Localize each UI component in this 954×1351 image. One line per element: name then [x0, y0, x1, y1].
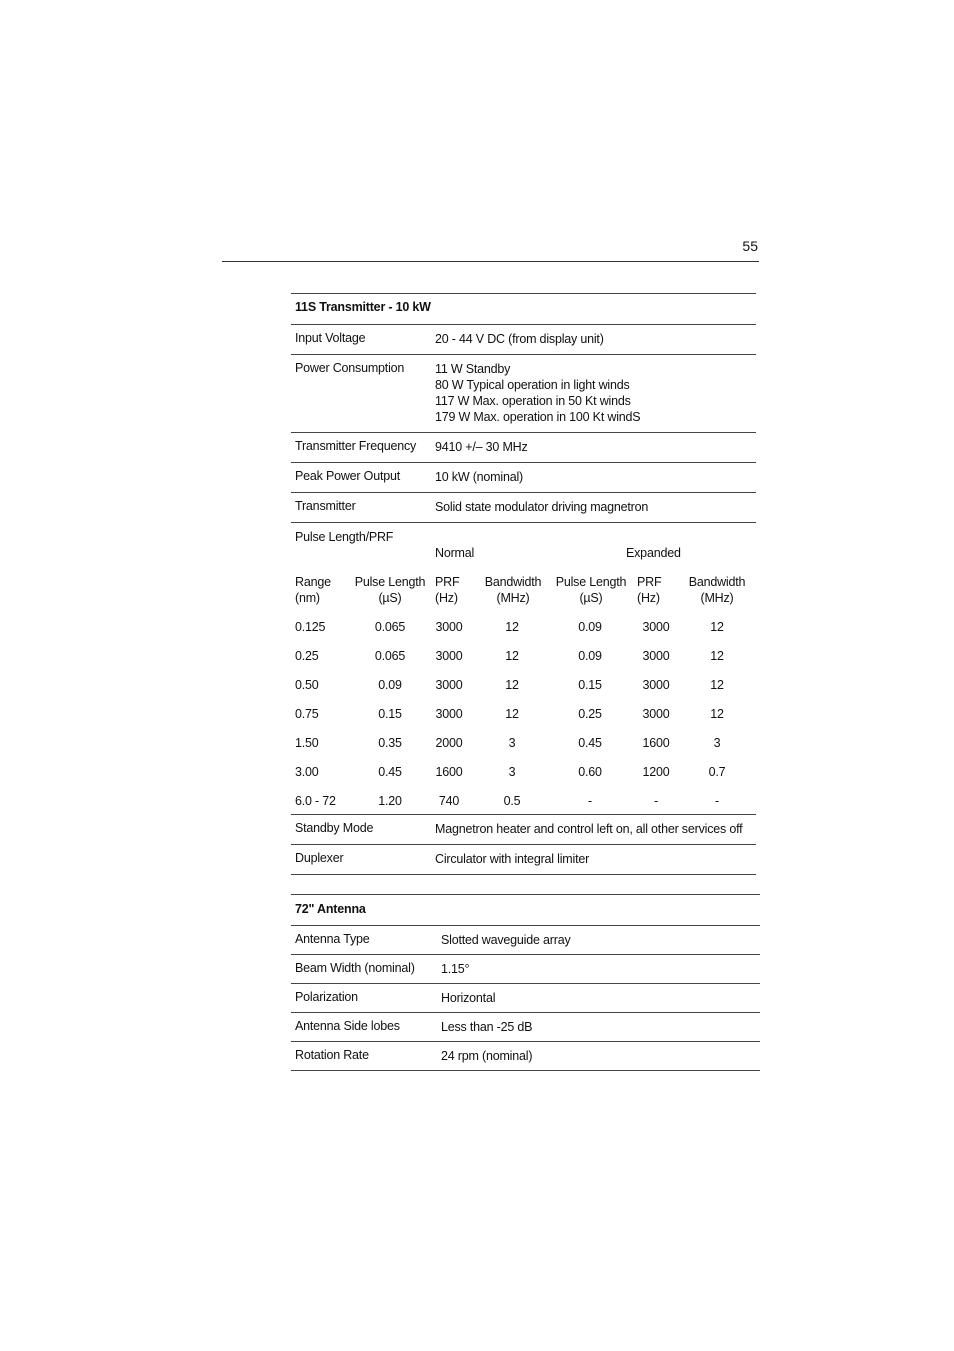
spec-value-line: 20 - 44 V DC (from display unit) [435, 332, 604, 346]
pulse-cell: 3000 [435, 620, 463, 634]
pulse-column-header-line: Bandwidth [688, 575, 746, 589]
pulse-column-header [435, 574, 475, 606]
pulse-column-header-line: (nm) [295, 591, 320, 605]
spec-value-line: 117 W Max. operation in 50 Kt winds [435, 394, 631, 408]
pulse-section-label: Pulse Length/PRF [295, 530, 394, 544]
pulse-cell: 12 [505, 678, 519, 692]
spec-row [291, 355, 756, 433]
transmitter-rows-after [291, 815, 756, 875]
pulse-cell: 3 [508, 765, 516, 779]
transmitter-rows [291, 325, 756, 523]
pulse-column-header-line: PRF [637, 575, 662, 589]
antenna-spec-label: Beam Width (nominal) [295, 961, 415, 975]
spec-value [435, 499, 648, 515]
header-rule [222, 261, 759, 262]
antenna-spec-label: Polarization [295, 990, 358, 1004]
spec-row [291, 815, 756, 845]
pulse-column-header-line: Pulse Length [555, 575, 627, 589]
pulse-cell: 0.065 [374, 620, 406, 634]
pulse-cell: 3000 [435, 678, 463, 692]
pulse-cell: 1.20 [378, 794, 402, 808]
spec-value [435, 469, 523, 485]
spec-label: Power Consumption [295, 361, 405, 375]
pulse-cell: 0.45 [578, 736, 602, 750]
spec-value-line: Magnetron heater and control left on, all other services off [435, 822, 743, 836]
pulse-cell: 0.09 [378, 678, 402, 692]
antenna-spec-value: 1.15° [441, 962, 470, 976]
pulse-cell: 0.125 [295, 620, 326, 634]
pulse-column-header-line: (Hz) [435, 591, 458, 605]
pulse-cell: 3000 [642, 678, 670, 692]
pulse-cell: 0.75 [295, 707, 319, 721]
spec-row [291, 845, 756, 875]
transmitter-spec-table [291, 293, 756, 875]
pulse-column-header-line: (MHz) [496, 591, 530, 605]
pulse-cell: - [654, 794, 658, 808]
pulse-cell: 0.45 [378, 765, 402, 779]
antenna-spec-value: 24 rpm (nominal) [441, 1049, 533, 1063]
pulse-cell: 12 [710, 678, 724, 692]
pulse-cell: 1.50 [295, 736, 319, 750]
pulse-cell: 12 [505, 649, 519, 663]
pulse-cell: - [715, 794, 719, 808]
spec-value-line: Circulator with integral limiter [435, 852, 590, 866]
antenna-spec-value: Slotted waveguide array [441, 933, 571, 947]
antenna-spec-row [291, 1013, 760, 1042]
spec-value-line: Solid state modulator driving magnetron [435, 500, 649, 514]
pulse-column-header-line: Bandwidth [484, 575, 542, 589]
pulse-cell: 0.5 [503, 794, 521, 808]
pulse-column-header [351, 574, 429, 606]
pulse-cell: 3000 [435, 649, 463, 663]
pulse-cell: 12 [505, 620, 519, 634]
antenna-spec-row [291, 926, 760, 955]
pulse-column-header-line: Range [295, 575, 331, 589]
pulse-column-header-line: (MHz) [700, 591, 734, 605]
pulse-cell: 12 [710, 707, 724, 721]
spec-label: Standby Mode [295, 821, 374, 835]
pulse-column-header-line: (µS) [579, 591, 603, 605]
spec-row [291, 493, 756, 523]
antenna-spec-row [291, 1042, 760, 1071]
pulse-cell: 0.09 [578, 620, 602, 634]
spec-row [291, 325, 756, 355]
spec-value [435, 821, 742, 837]
group-normal-label: Normal [435, 546, 475, 560]
pulse-cell: 740 [438, 794, 460, 808]
pulse-cell: 3.00 [295, 765, 319, 779]
antenna-spec-table [291, 894, 760, 1071]
pulse-cell: 0.7 [708, 765, 726, 779]
spec-value-line: 80 W Typical operation in light winds [435, 378, 630, 392]
spec-label: Transmitter Frequency [295, 439, 417, 453]
pulse-length-prf-section [291, 523, 756, 815]
pulse-column-header-line: Pulse Length [354, 575, 426, 589]
pulse-cell: 0.25 [578, 707, 602, 721]
spec-label: Peak Power Output [295, 469, 400, 483]
pulse-column-header [477, 574, 549, 606]
spec-row [291, 433, 756, 463]
spec-value-line: 179 W Max. operation in 100 Kt windS [435, 410, 641, 424]
pulse-cell: 0.15 [578, 678, 602, 692]
spec-value [435, 439, 528, 455]
pulse-cell: 0.065 [374, 649, 406, 663]
pulse-cell: 3000 [642, 707, 670, 721]
pulse-cell: 0.15 [378, 707, 402, 721]
pulse-cell: 0.50 [295, 678, 319, 692]
spec-label: Duplexer [295, 851, 344, 865]
spec-value [435, 851, 589, 867]
antenna-spec-value: Horizontal [441, 991, 496, 1005]
spec-value [435, 331, 604, 347]
antenna-spec-value: Less than -25 dB [441, 1020, 533, 1034]
pulse-cell: 1600 [642, 736, 670, 750]
pulse-column-header [295, 574, 355, 606]
pulse-cell: 0.35 [378, 736, 402, 750]
pulse-cell: 0.09 [578, 649, 602, 663]
spec-value-line: 11 W Standby [435, 362, 511, 376]
pulse-cell: 3 [713, 736, 721, 750]
pulse-cell: 3 [508, 736, 516, 750]
pulse-cell: 6.0 - 72 [295, 794, 336, 808]
spec-label: Transmitter [295, 499, 356, 513]
pulse-cell: 0.60 [578, 765, 602, 779]
pulse-cell: 12 [710, 620, 724, 634]
antenna-spec-label: Antenna Type [295, 932, 370, 946]
pulse-column-header-line: (Hz) [637, 591, 660, 605]
antenna-spec-row [291, 955, 760, 984]
antenna-rows [291, 926, 760, 1071]
transmitter-table-title: 11S Transmitter - 10 kW [291, 293, 756, 325]
pulse-cell: 3000 [642, 620, 670, 634]
pulse-column-header [681, 574, 753, 606]
spec-value-line: 10 kW (nominal) [435, 470, 523, 484]
pulse-column-header-line: PRF [435, 575, 460, 589]
pulse-cell: 1200 [642, 765, 670, 779]
spec-value-line: 9410 +/– 30 MHz [435, 440, 528, 454]
pulse-cell: 0.25 [295, 649, 319, 663]
pulse-column-header-line: (µS) [378, 591, 402, 605]
pulse-cell: 3000 [642, 649, 670, 663]
pulse-cell: 1600 [435, 765, 463, 779]
antenna-table-title: 72" Antenna [291, 894, 760, 926]
pulse-cell: 3000 [435, 707, 463, 721]
spec-value [435, 361, 640, 425]
spec-row [291, 463, 756, 493]
group-expanded-label: Expanded [626, 546, 681, 560]
pulse-cell: - [588, 794, 592, 808]
pulse-cell: 12 [505, 707, 519, 721]
antenna-spec-label: Rotation Rate [295, 1048, 369, 1062]
pulse-cell: 2000 [435, 736, 463, 750]
pulse-column-header [552, 574, 630, 606]
antenna-spec-label: Antenna Side lobes [295, 1019, 400, 1033]
page-number: 55 [742, 238, 758, 254]
antenna-spec-row [291, 984, 760, 1013]
pulse-column-header [637, 574, 675, 606]
pulse-cell: 12 [710, 649, 724, 663]
spec-label: Input Voltage [295, 331, 366, 345]
